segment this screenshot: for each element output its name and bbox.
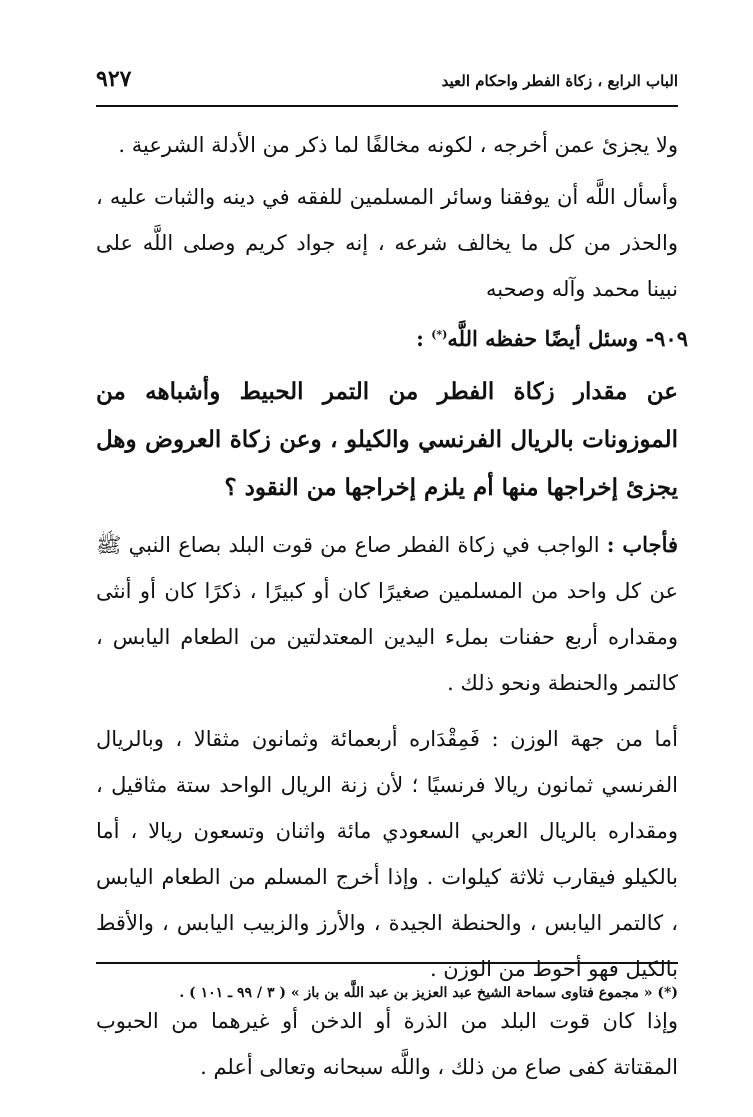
question-colon: : [416, 326, 432, 351]
answer-lead: فأجاب : [606, 532, 679, 557]
answer-paragraph-1 [96, 522, 678, 706]
chapter-title: الباب الرابع ، زكاة الفطر واحكام العيد [441, 72, 678, 90]
header-divider [96, 105, 678, 107]
paragraph-closing-prayer: وأسأل اللَّه أن يوفقنا وسائر المسلمين للفقه في دينه والثبات عليه ، والحذر من كل ما يخالف شرعه ، إنه جواد كريم وصلى اللَّه على نبينا محمد وآله وصحبه [96, 185, 678, 301]
question-number: ٩٠٩- وسئل أيضًا حفظه اللَّه [447, 326, 688, 351]
footnote-marker: (*) [431, 328, 448, 341]
running-header [96, 66, 678, 100]
answer-paragraph-3: وإذا كان قوت البلد من الذرة أو الدخن أو غيرهما من الحبوب المقتاتة كفى صاع من ذلك ، واللَّه سبحانه وتعالى أعلم . [96, 1009, 678, 1079]
answer-paragraph-2: أما من جهة الوزن : فَمِقْدَاره أربعمائة وثمانون مثقالا ، وبالريال الفرنسي ثمانون ريالا فرنسيًا ؛ لأن زنة الريال الواحد ستة مثاقيل ، ومقداره بالريال العربي السعودي مائة واثنان وتسعون ريالا ، أما بالكيلو فيقارب ثلاثة كيلوات . وإذا أخرج المسلم من الطعام اليابس ، كالتمر اليابس ، والحنطة الجيدة ، والأرز والزبيب اليابس ، والأقط بالكيل فهو أحوط من الوزن . [96, 727, 678, 981]
page-body [96, 122, 688, 1090]
paragraph-continuation: ولا يجزئ عمن أخرجه ، لكونه مخالفًا لما ذكر من الأدلة الشرعية . [118, 133, 678, 157]
page-number: ٩٢٧ [96, 66, 132, 92]
question-text: عن مقدار زكاة الفطر من التمر الحبيط وأشباهه من الموزونات بالريال الفرنسي والكيلو ، وعن زكاة العروض وهل يجزئ إخراجها منها أم يلزم إخراجها من النقود ؟ [96, 378, 678, 501]
question-heading [96, 312, 688, 362]
answer-text-1: الواجب في زكاة الفطر صاع من قوت البلد بصاع النبي ﷺ عن كل واحد من المسلمين صغيرًا كان أو كبيرًا ، ذكرًا كان أو أنثى ومقداره أربع حفنات بملء اليدين المعتدلتين من الطعام اليابس ، كالتمر والحنطة ونحو ذلك . [96, 533, 678, 695]
footnote: (*) « مجموع فتاوى سماحة الشيخ عبد العزيز بن عبد اللَّه بن باز » ( ٣ / ٩٩ ـ ١٠١ ) . [179, 985, 678, 1001]
footnote-divider [96, 962, 678, 964]
